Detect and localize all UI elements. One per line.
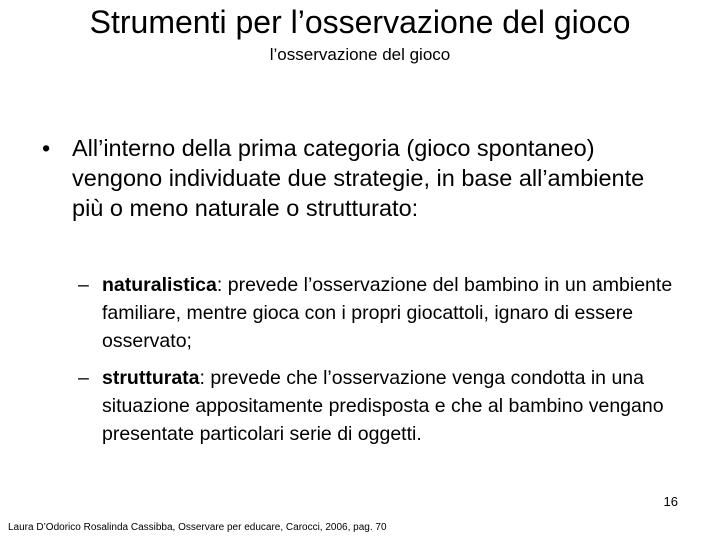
sub-item-body <box>102 364 688 448</box>
sub-item-text: : prevede che l’osservazione venga condotta in una situazione appositamente predisposta e che al bambino vengano presentate particolari serie di oggetti. <box>102 367 664 445</box>
sub-item-body <box>102 271 688 355</box>
page-number: 16 <box>663 494 678 509</box>
bullet-text: All’interno della prima categoria (gioco spontaneo) vengono individuate due strategie, in base all’ambiente più o meno naturale o strutturato: <box>72 135 645 221</box>
bullet-point <box>42 133 682 223</box>
slide-title: Strumenti per l’osservazione del gioco <box>89 4 631 40</box>
footer-citation: Laura D’Odorico Rosalinda Cassibba, Osservare per educare, Carocci, 2006, pag. 70 <box>8 522 387 533</box>
sub-item-strutturata <box>78 364 688 448</box>
sub-item-term: naturalistica <box>102 274 217 296</box>
sub-item-naturalistica <box>78 271 688 355</box>
sub-item-text: : prevede l’osservazione del bambino in un ambiente familiare, mentre gioca con i propri giocattoli, ignaro di essere osservato; <box>102 274 673 352</box>
bullet-marker: • <box>42 135 51 161</box>
slide-subtitle: l’osservazione del gioco <box>269 45 451 64</box>
sub-item-marker: – <box>78 274 89 296</box>
sub-item-marker: – <box>78 367 89 389</box>
sub-item-term: strutturata <box>102 367 200 389</box>
